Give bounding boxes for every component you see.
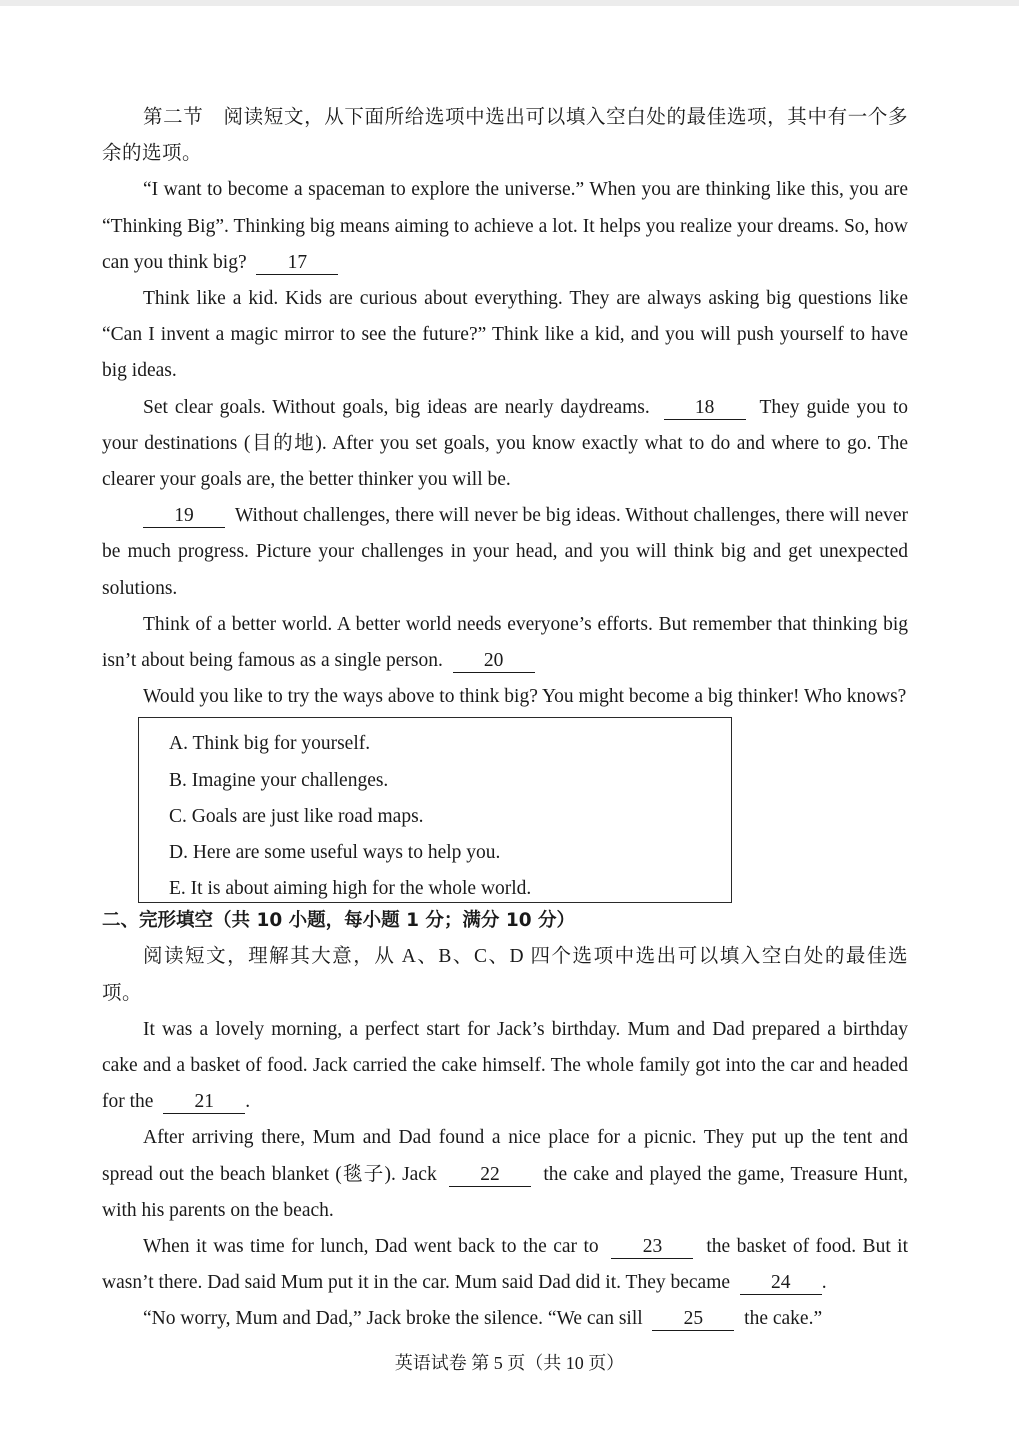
option-d: D. Here are some useful ways to help you. [169, 842, 501, 864]
blank-22: 22 [449, 1164, 531, 1187]
passage1-paragraph-2: Think like a kid. Kids are curious about everything. They are always asking big questions like “Can I invent a magic mirror to see the future?” Think like a kid, and you will push yourself to have big ideas. [102, 288, 908, 382]
paragraph-text: They guide you to your destinations (目的地). After you set goals, you know exactly what to do and where to go. The clearer your goals are, the better thinker you will be. [102, 396, 909, 491]
blank-19: 19 [143, 505, 225, 528]
blank-17: 17 [256, 252, 338, 275]
paragraph-text: Set clear goals. Without goals, big ideas are nearly daydreams. [143, 396, 650, 418]
top-edge [0, 0, 1019, 6]
cloze-paragraph-2 [102, 1120, 908, 1229]
passage1-paragraph-6: Would you like to try the ways above to think big? You might become a big thinker! Who knows? [143, 686, 907, 708]
paragraph-text: After arriving there, Mum and Dad found a nice place for a picnic. They put up the tent and spread out the beach blanket (毯子). Jack [102, 1127, 908, 1185]
paragraph-text: Without challenges, there will never be big ideas. Without challenges, there will never be much progress. Picture your challenges in your head, and you will think big and get unexpected solutions. [102, 505, 909, 599]
option-e: E. It is about aiming high for the whole world. [169, 878, 532, 900]
page-content [102, 100, 908, 1338]
passage1-paragraph-1 [102, 172, 908, 281]
section2-instruction: 第二节 阅读短文，从下面所给选项中选出可以填入空白处的最佳选项，其中有一个多余的选项。 [102, 107, 908, 165]
cloze-paragraph-3 [102, 1229, 908, 1301]
cloze-section-title: 二、完形填空（共 10 小题，每小题 1 分；满分 10 分） [102, 910, 576, 932]
cloze-paragraph-4 [102, 1301, 908, 1337]
paragraph-text: When it was time for lunch, Dad went back to the car to [143, 1236, 599, 1258]
paragraph-text: the cake and played the game, Treasure Hunt, with his parents on the beach. [102, 1163, 908, 1221]
blank-18: 18 [664, 397, 746, 420]
passage1-paragraph-5 [102, 607, 908, 679]
cloze-paragraph-1 [102, 1012, 908, 1121]
option-c: C. Goals are just like road maps. [169, 805, 424, 827]
option-b: B. Imagine your challenges. [169, 769, 389, 791]
blank-23: 23 [611, 1236, 693, 1259]
cloze-instruction: 阅读短文，理解其大意，从 A、B、C、D 四个选项中选出可以填入空白处的最佳选项。 [102, 946, 908, 1004]
passage1-paragraph-3 [102, 390, 908, 499]
paragraph-text: “No worry, Mum and Dad,” Jack broke the silence. “We can sill [143, 1308, 643, 1330]
paragraph-text: “I want to become a spaceman to explore the universe.” When you are thinking like this, you are “Thinking Big”. Thinking big means aiming to achieve a lot. It helps you realize your dreams. So, how can you think big? [102, 179, 908, 273]
passage1-paragraph-4 [102, 498, 908, 607]
blank-25: 25 [652, 1308, 734, 1331]
blank-24: 24 [740, 1272, 822, 1295]
options-box [138, 717, 732, 903]
paragraph-text: . [245, 1091, 251, 1113]
blank-21: 21 [163, 1091, 245, 1114]
paragraph-text: the basket of food. But it wasn’t there. Dad said Mum put it in the car. Mum said Dad did it. They became [102, 1236, 908, 1294]
paragraph-text: It was a lovely morning, a perfect start for Jack’s birthday. Mum and Dad prepared a birthday cake and a basket of food. Jack carried the cake himself. The whole family got into the car and headed for the [102, 1018, 908, 1113]
blank-20: 20 [453, 650, 535, 673]
paragraph-text: Think of a better world. A better world needs everyone’s efforts. But remember that thinking big isn’t about being famous as a single person. [102, 613, 908, 672]
paragraph-text: the cake.” [744, 1308, 823, 1330]
paragraph-text: . [821, 1272, 827, 1294]
option-a: A. Think big for yourself. [169, 733, 371, 755]
page-footer: 英语试卷 第 5 页（共 10 页） [394, 1353, 625, 1373]
